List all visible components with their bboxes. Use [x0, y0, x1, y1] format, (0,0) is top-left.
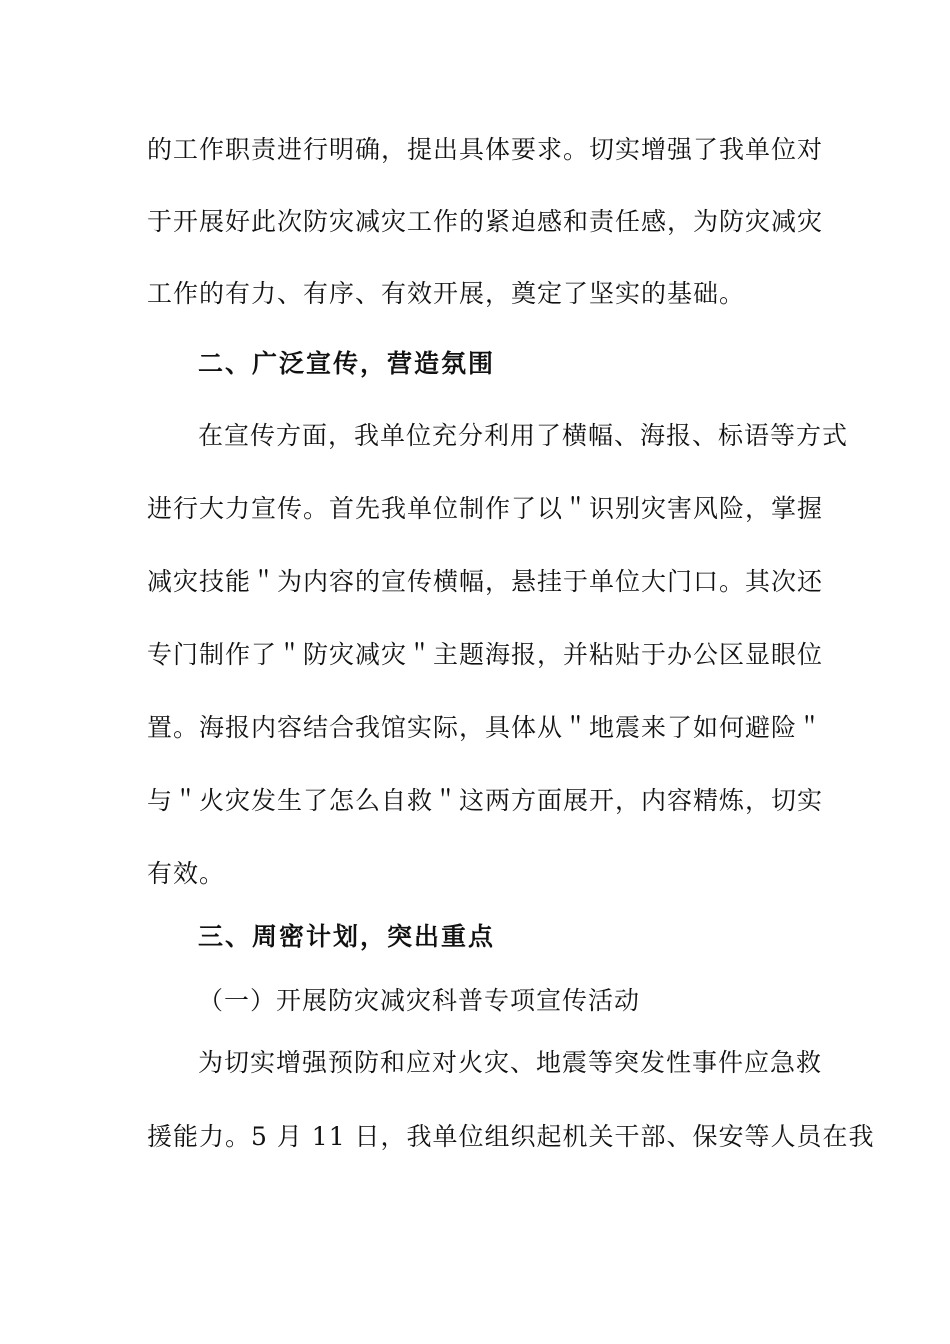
body-text-line: 专门制作了＂防灾减灾＂主题海报，并粘贴于办公区显眼位	[147, 640, 824, 669]
body-text-line: 与＂火灾发生了怎么自救＂这两方面展开，内容精炼，切实	[147, 786, 824, 815]
body-text-line: 于开展好此次防灾减灾工作的紧迫感和责任感，为防灾减灾	[147, 207, 824, 236]
body-text-line: 援能力。5 月 11 日，我单位组织起机关干部、保安等人员在我	[147, 1122, 875, 1151]
paragraph-first-line: 为切实增强预防和应对火灾、地震等突发性事件应急救	[198, 1048, 823, 1077]
body-text-line: 有效。	[147, 859, 226, 888]
body-text-line: 进行大力宣传。首先我单位制作了以＂识别灾害风险，掌握	[147, 494, 824, 523]
body-text-line: 工作的有力、有序、有效开展，奠定了坚实的基础。	[147, 279, 746, 308]
section-heading-2: 二、广泛宣传，营造氛围	[198, 349, 496, 378]
paragraph-first-line: 在宣传方面，我单位充分利用了横幅、海报、标语等方式	[198, 421, 849, 450]
section-heading-3: 三、周密计划，突出重点	[198, 922, 496, 951]
subsection-heading: （一）开展防灾减灾科普专项宣传活动	[198, 986, 641, 1015]
body-text-line: 减灾技能＂为内容的宣传横幅，悬挂于单位大门口。其次还	[147, 567, 824, 596]
body-text-line: 置。海报内容结合我馆实际，具体从＂地震来了如何避险＂	[147, 713, 824, 742]
body-text-line: 的工作职责进行明确，提出具体要求。切实增强了我单位对	[147, 135, 824, 164]
